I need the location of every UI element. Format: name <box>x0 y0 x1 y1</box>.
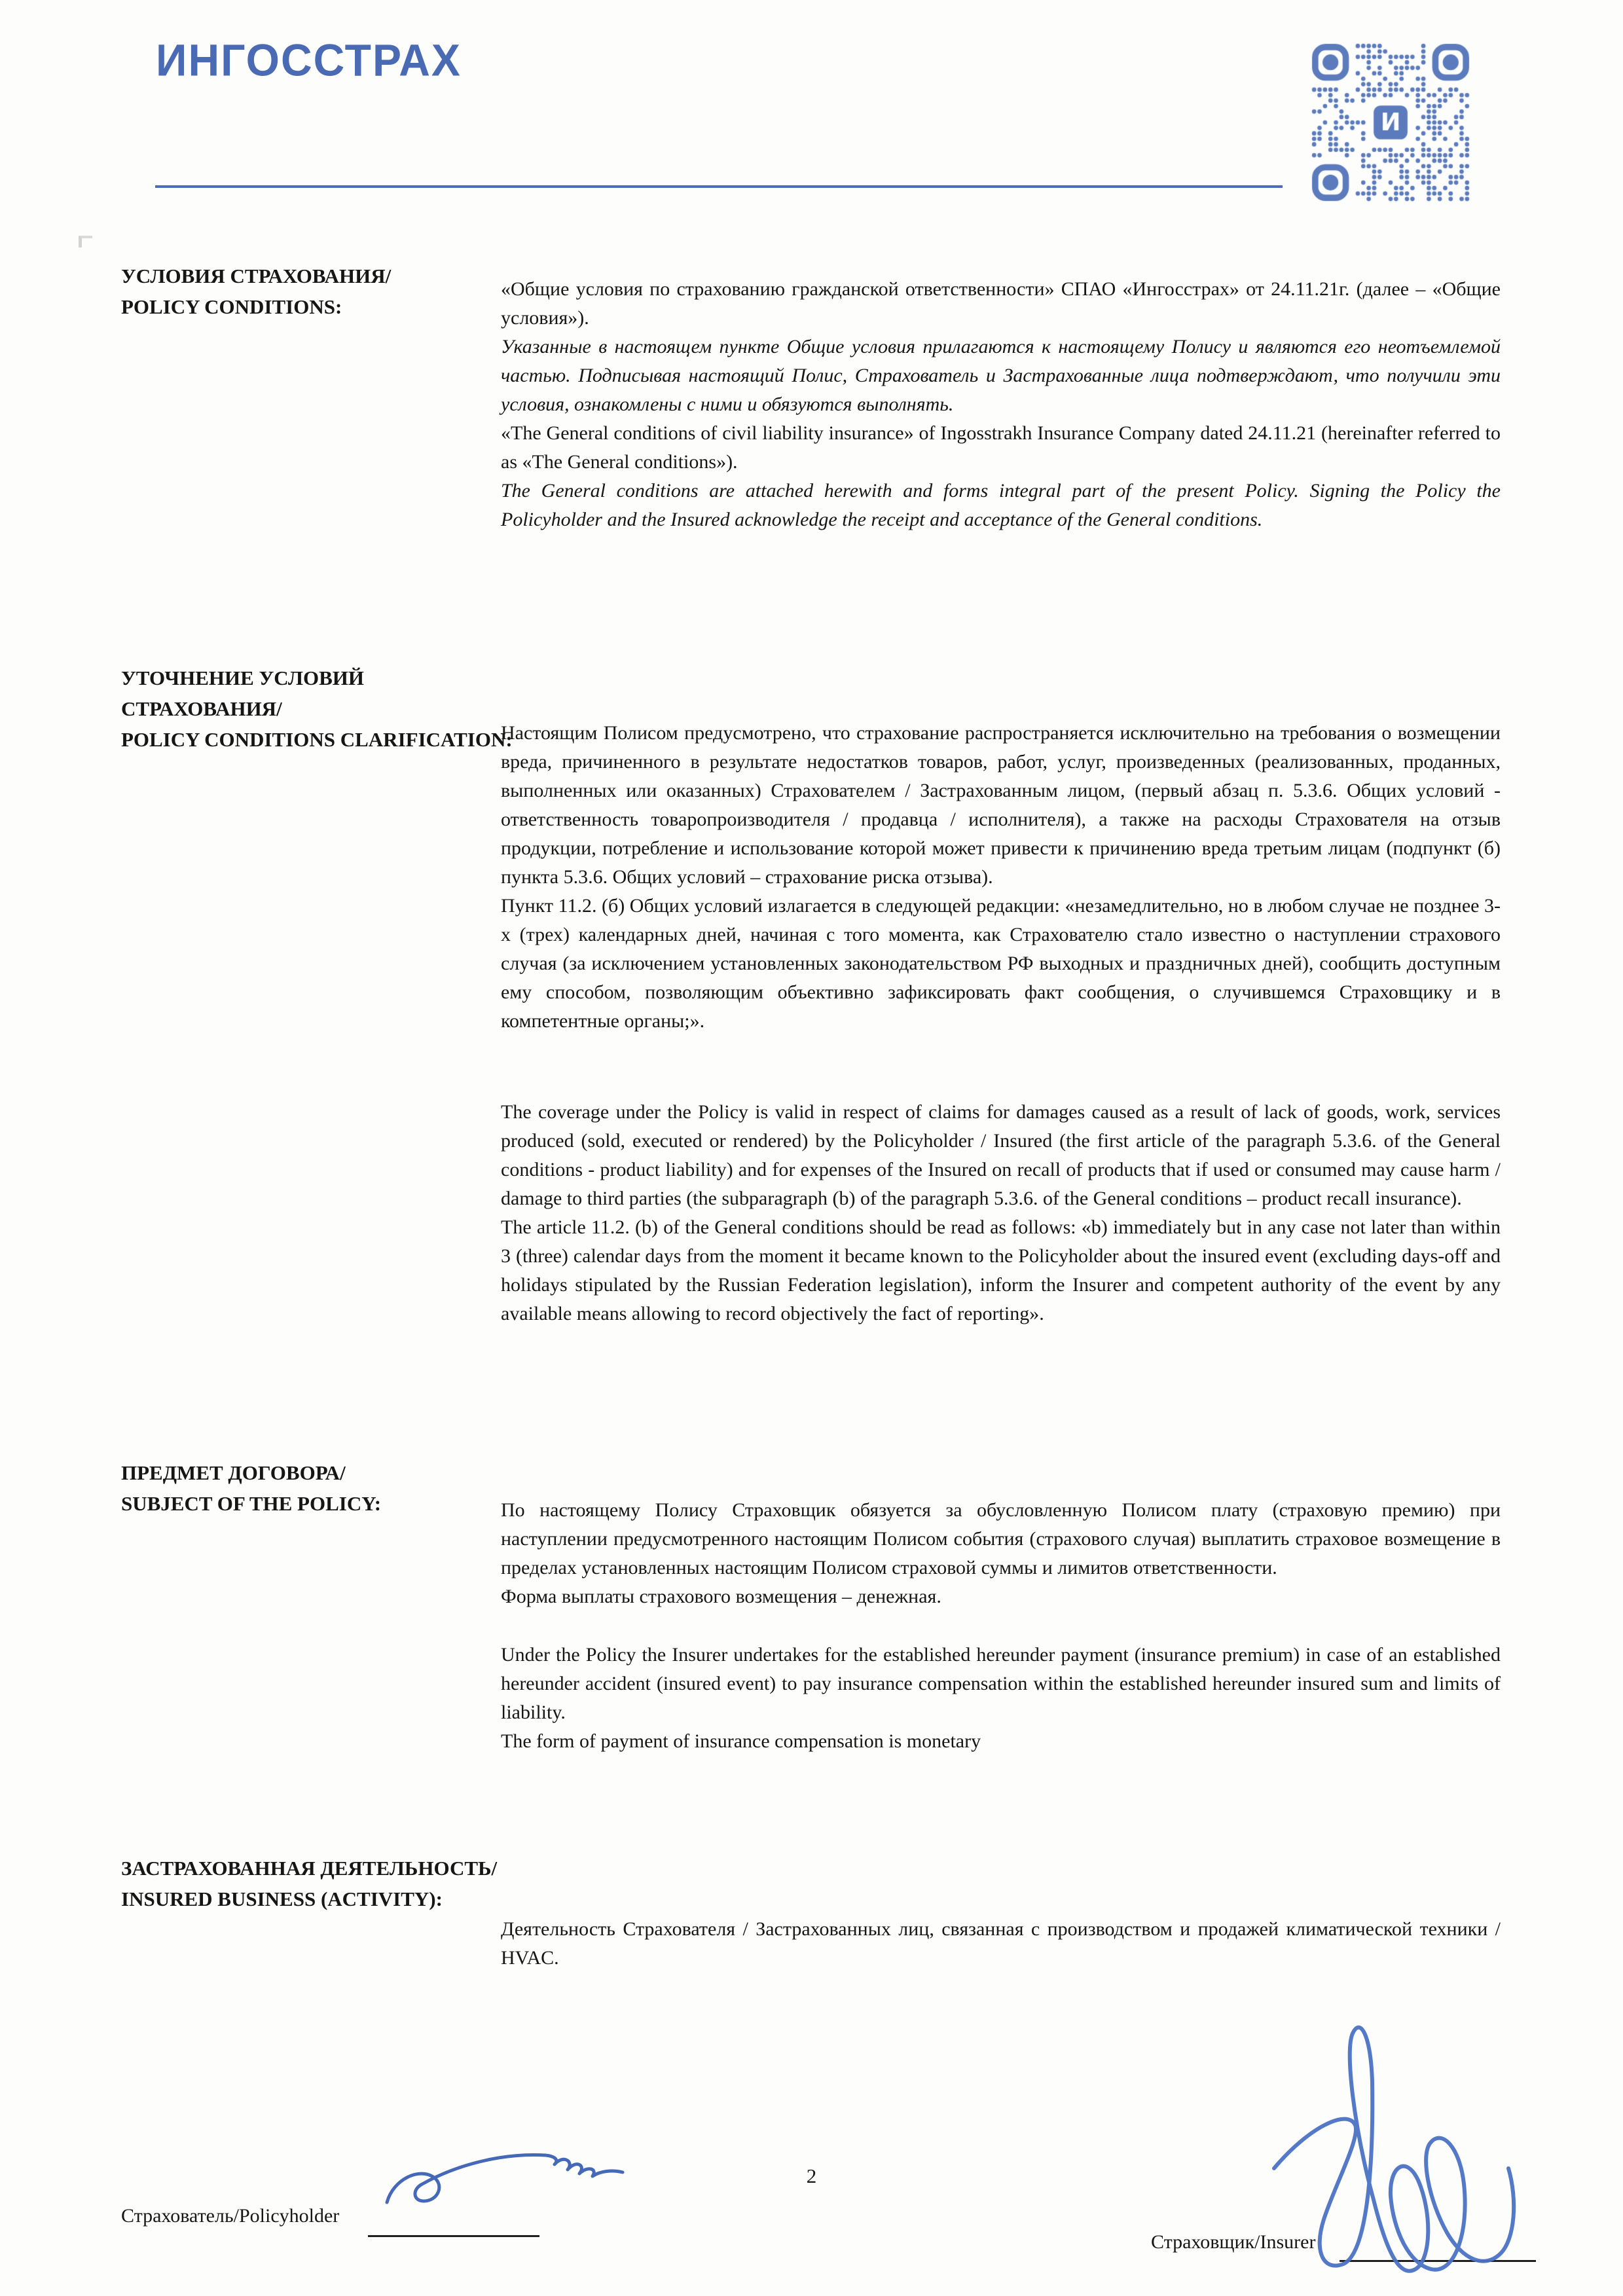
paragraph-en: The coverage under the Policy is valid in respect of claims for damages caused as a result of lack of goods, work, services produced (sold, executed or rendered) by the Policyholder / Insured (the first article of the paragraph 5.3.6. of the General conditions - product liability) and for expenses of the Insured on recall of products that if used or consumed may cause harm / damage to third parties (the subparagraph (b) of the paragraph 5.3.6. of the General conditions – product recall insurance). <box>501 1101 1501 1209</box>
heading-en: POLICY CONDITIONS CLARIFICATION: <box>121 728 513 751</box>
heading-ru: УТОЧНЕНИЕ УСЛОВИЙ СТРАХОВАНИЯ/ <box>121 666 365 720</box>
heading-en: INSURED BUSINESS (ACTIVITY): <box>121 1887 443 1910</box>
insurer-signature <box>1256 1997 1550 2291</box>
paragraph-ru: Деятельность Страхователя / Застрахованных лиц, связанная с производством и продажей климатической техники / HVAC. <box>501 1918 1501 1969</box>
header-divider <box>155 185 1283 188</box>
heading-en: POLICY CONDITIONS: <box>121 295 342 318</box>
paragraph-ru: Настоящим Полисом предусмотрено, что страхование распространяется исключительно на требования о возмещении вреда, причиненного в результате недостатков товаров, работ, услуг, произведенных (реализованных, проданных, выполненных или оказанных) Страхователем / Застрахованным лицом, (первый абзац п. 5.3.6. Общих условий - ответственность товаропроизводителя / продавца / исполнителя), а также на расходы Страхователя на отзыв продукции, потребление и использование которой может привести к причинению вреда третьим лицам (подпункт (б) пункта 5.3.6. Общих условий – страхование риска отзыва). <box>501 722 1501 888</box>
policyholder-signature-line <box>368 2235 539 2237</box>
section-body-insured-business <box>501 1915 1501 1973</box>
paragraph-en: The form of payment of insurance compensation is monetary <box>501 1730 981 1752</box>
section-body-subject-of-policy <box>501 1496 1501 1756</box>
paragraph-ru: Форма выплаты страхового возмещения – денежная. <box>501 1586 941 1607</box>
heading-ru: УСЛОВИЯ СТРАХОВАНИЯ/ <box>121 264 392 287</box>
paragraph-en: «The General conditions of civil liability insurance» of Ingosstrakh Insurance Company dated 24.11.21 (hereinafter referred to as «The General conditions»). <box>501 422 1501 473</box>
section-body-conditions-clarification <box>501 719 1501 1328</box>
scan-artifact <box>79 236 92 247</box>
section-heading-insured-business <box>121 1853 520 1914</box>
paragraph-ru-italic: Указанные в настоящем пункте Общие условия прилагаются к настоящему Полису и являются его неотъемлемой частью. Подписывая настоящий Полис, Страхователь и Застрахованные лица подтверждают, что получили эти условия, ознакомлены с ними и обязуются выполнять. <box>501 336 1501 415</box>
paragraph-ru: «Общие условия по страхованию гражданской ответственности» СПАО «Ингосстрах» от 24.11.21г. (далее – «Общие условия»). <box>501 278 1501 329</box>
heading-ru: ПРЕДМЕТ ДОГОВОРА/ <box>121 1461 346 1484</box>
ingosstrakh-logo: ИНГОССТРАХ <box>156 35 462 85</box>
section-heading-conditions-clarification <box>121 663 520 755</box>
section-heading-subject-of-policy <box>121 1457 520 1519</box>
paragraph-ru: По настоящему Полису Страховщик обязуется за обусловленную Полисом плату (страховую премию) при наступлении предусмотренного настоящим Полисом события (страхового случая) выплатить страховое возмещение в пределах установленных настоящим Полисом страховой суммы и лимитов ответственности. <box>501 1499 1501 1578</box>
policyholder-label: Страхователь/Policyholder <box>121 2205 340 2227</box>
heading-en: SUBJECT OF THE POLICY: <box>121 1492 382 1515</box>
paragraph-en: Under the Policy the Insurer undertakes for the established hereunder payment (insurance premium) in case of an established hereunder accident (insured event) to pay insurance compensation within the established hereunder insured sum and limits of liability. <box>501 1644 1501 1723</box>
qr-code <box>1311 43 1470 202</box>
paragraph-en: The article 11.2. (b) of the General conditions should be read as follows: «b) immediately but in any case not later than within 3 (three) calendar days from the moment it became known to the Policyholder about the insured event (excluding days-off and holidays stipulated by the Russian Federation legislation), inform the Insurer and competent authority of the event by any available means allowing to record objectively the fact of reporting». <box>501 1216 1501 1324</box>
insurer-label: Страховщик/Insurer <box>1151 2231 1316 2253</box>
section-body-policy-conditions <box>501 275 1501 534</box>
section-heading-policy-conditions <box>121 261 520 322</box>
paragraph-ru: Пункт 11.2. (б) Общих условий излагается в следующей редакции: «незамедлительно, но в любом случае не позднее 3-х (трех) календарных дней, начиная с того момента, как Страхователю стало известно о наступлении страхового случая (за исключением установленных законодательством РФ выходных и праздничных дней), сообщить доступным ему способом, позволяющим объективно зафиксировать факт сообщения, о случившемся Страховщику и в компетентные органы;». <box>501 895 1501 1032</box>
heading-ru: ЗАСТРАХОВАННАЯ ДЕЯТЕЛЬНОСТЬ/ <box>121 1857 498 1880</box>
paragraph-en-italic: The General conditions are attached herewith and forms integral part of the present Policy. Signing the Policy the Policyholder and the Insured acknowledge the receipt and acceptance of the General conditions. <box>501 480 1501 530</box>
page-number: 2 <box>806 2164 817 2187</box>
